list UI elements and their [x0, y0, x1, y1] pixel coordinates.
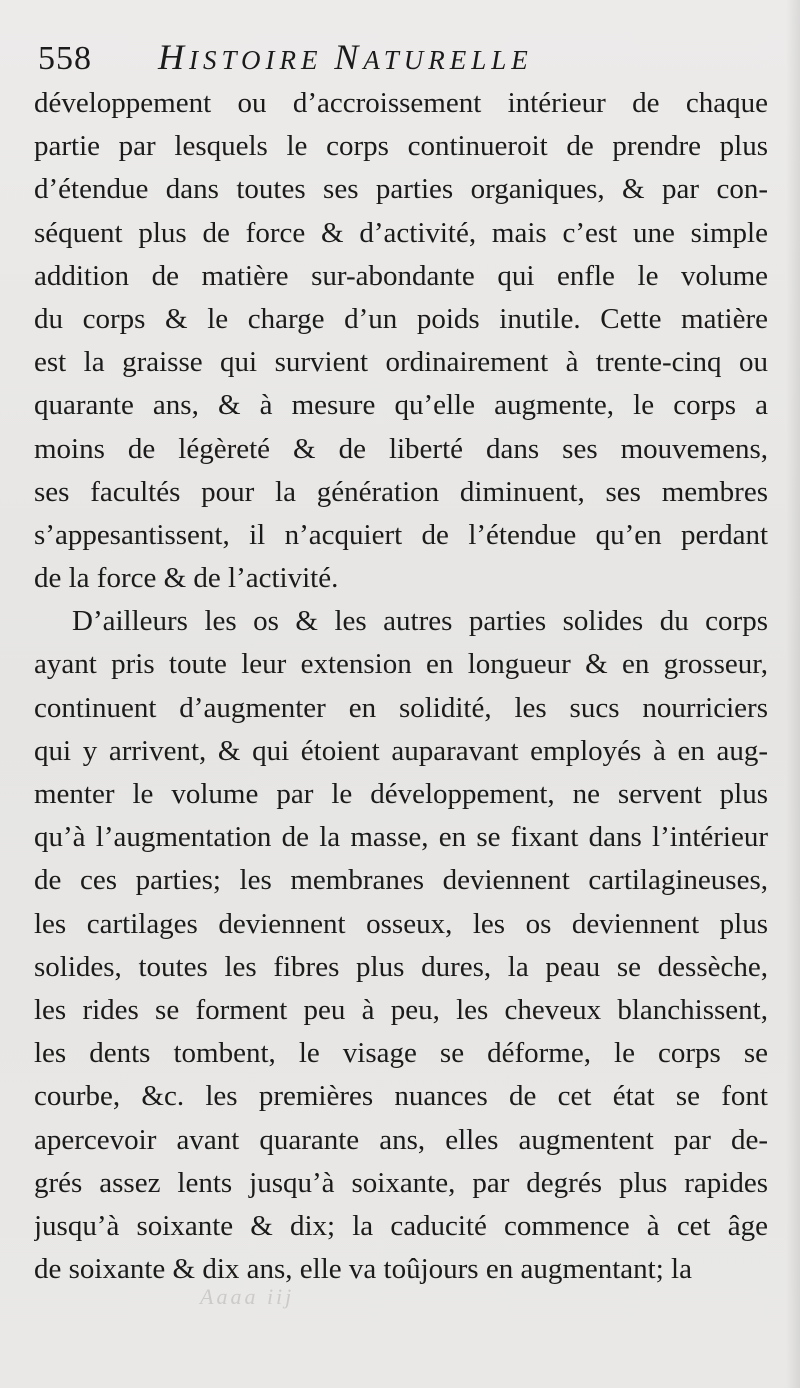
- running-title-initial-1: H: [158, 37, 189, 77]
- text-line: moins de légèreté & de liberté dans ses mouvemens,: [34, 432, 768, 465]
- running-title-rest-1: ISTOIRE: [189, 45, 335, 75]
- text-line: s’appesantissent, il n’acquiert de l’étendue qu’en perdant: [34, 518, 768, 551]
- running-title-initial-2: N: [334, 37, 364, 77]
- text-line: D’ailleurs les os & les autres parties solides du corps: [72, 605, 768, 638]
- paragraph: [34, 82, 768, 600]
- text-line: continuent d’augmenter en solidité, les sucs nourriciers: [34, 691, 768, 724]
- text-line: qu’à l’augmentation de la masse, en se fixant dans l’intérieur: [34, 821, 768, 854]
- text-line: séquent plus de force & d’activité, mais c’est une simple: [34, 216, 768, 249]
- page-header: [38, 32, 768, 84]
- text-line: d’étendue dans toutes ses parties organiques, & par con-: [34, 173, 768, 206]
- text-line: les dents tombent, le visage se déforme, le corps se: [34, 1037, 768, 1070]
- text-line: de soixante & dix ans, elle va toûjours en augmentant; la: [34, 1253, 692, 1286]
- text-line: ayant pris toute leur extension en longueur & en grosseur,: [34, 648, 768, 681]
- text-line: courbe, &c. les premières nuances de cet état se font: [34, 1080, 768, 1113]
- text-line: ses facultés pour la génération diminuent, ses membres: [34, 475, 768, 508]
- page-number: 558: [38, 40, 92, 77]
- text-line: développement ou d’accroissement intérieur de chaque: [34, 87, 768, 119]
- signature-mark: Aaaa iij: [200, 1284, 295, 1309]
- text-line: solides, toutes les fibres plus dures, la peau se dessèche,: [34, 950, 768, 983]
- text-line: jusqu’à soixante & dix; la caducité commence à cet âge: [34, 1209, 768, 1242]
- text-line: les rides se forment peu à peu, les cheveux blanchissent,: [34, 993, 768, 1026]
- text-line: partie par lesquels le corps continueroit de prendre plus: [34, 130, 768, 163]
- text-line: qui y arrivent, & qui étoient auparavant employés à en aug-: [34, 734, 768, 767]
- text-line: menter le volume par le développement, ne servent plus: [34, 778, 768, 810]
- text-line: de ces parties; les membranes deviennent cartilagineuses,: [34, 864, 768, 897]
- body-text: [34, 82, 768, 1291]
- text-line: les cartilages deviennent osseux, les os deviennent plus: [34, 907, 768, 940]
- text-line: apercevoir avant quarante ans, elles augmentent par de-: [34, 1123, 768, 1156]
- text-line: de la force & de l’activité.: [34, 562, 339, 595]
- text-line: quarante ans, & à mesure qu’elle augmente, le corps a: [34, 389, 768, 422]
- running-title: [158, 36, 533, 78]
- paragraph: [34, 600, 768, 1291]
- text-line: du corps & le charge d’un poids inutile. Cette matière: [34, 302, 768, 335]
- text-line: addition de matière sur-abondante qui enfle le volume: [34, 259, 768, 292]
- running-title-rest-2: ATURELLE: [363, 45, 533, 75]
- text-line: est la graisse qui survient ordinairement à trente-cinq ou: [34, 346, 768, 379]
- text-line: grés assez lents jusqu’à soixante, par degrés plus rapides: [34, 1166, 768, 1199]
